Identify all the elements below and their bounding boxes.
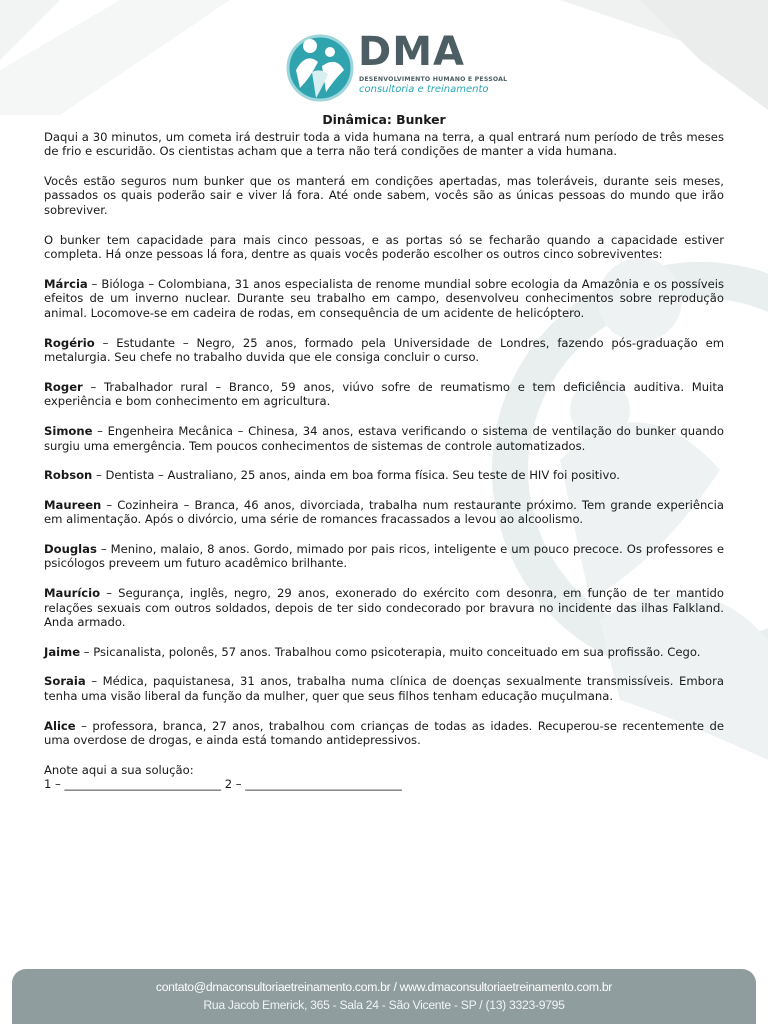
person-entry	[44, 424, 724, 453]
person-description: – Bióloga – Colombiana, 31 anos especialista de renome mundial sobre ecologia da Amazônia e os possíveis efeitos de um inverno nuclear. Durante seu trabalho em campo, desenvolveu conhecimentos sobre reprodução animal. Locomove-se em cadeira de rodas, em consequência de um acidente de helicóptero.	[44, 276, 724, 320]
person-name: Márcia	[44, 276, 88, 291]
footer-address: Rua Jacob Emerick, 365 - Sala 24 - São Vicente - SP / (13) 3323-9795	[203, 998, 565, 1012]
dma-people-circle-icon	[286, 26, 356, 110]
intro-paragraph: Vocês estão seguros num bunker que os manterá em condições apertadas, mas toleráveis, durante seis meses, passados os quais poderão sair e viver lá fora. Até onde sabem, vocês são as únicas pessoas do mundo que irão sobreviver.	[44, 173, 724, 217]
person-description: – Médica, paquistanesa, 31 anos, trabalha numa clínica de doenças sexualmente transmissíveis. Embora tenha uma visão liberal da função da mulher, quer que seus filhos tenham educação muçulmana.	[44, 674, 724, 704]
person-description: – Menino, malaio, 8 anos. Gordo, mimado por pais ricos, inteligente e um pouco precoce. Os professores e psicólogos preveem um futuro acadêmico brilhante.	[44, 541, 724, 571]
person-entry	[44, 645, 724, 660]
footer-contact: contato@dmaconsultoriaetreinamento.com.br / www.dmaconsultoriaetreinamento.com.br	[155, 980, 613, 994]
person-description: – Dentista – Australiano, 25 anos, ainda em boa forma física. Seu teste de HIV foi positivo.	[92, 468, 620, 483]
logo-tagline-bottom: consultoria e treinamento	[359, 84, 489, 95]
person-entry	[44, 277, 724, 321]
person-name: Soraia	[44, 674, 86, 689]
company-logo	[286, 26, 508, 110]
person-name: Simone	[44, 423, 93, 438]
logo-tagline-top: DESENVOLVIMENTO HUMANO E PESSOAL	[359, 76, 508, 83]
person-entry	[44, 380, 724, 409]
intro-paragraph: O bunker tem capacidade para mais cinco pessoas, e as portas só se fecharão quando a capacidade estiver completa. Há onze pessoas lá fora, dentre as quais vocês poderão escolher os outros cinco sobreviventes:	[44, 232, 724, 262]
person-entry	[44, 719, 724, 748]
intro-paragraph: Daqui a 30 minutos, um cometa irá destruir toda a vida humana na terra, a qual entrará num período de três meses de frio e escuridão. Os cientistas acham que a terra não terá condições de manter a vida humana.	[44, 129, 724, 159]
person-name: Robson	[44, 468, 93, 483]
person-name: Douglas	[44, 541, 97, 556]
person-entry	[44, 468, 724, 483]
footer-bar	[12, 969, 756, 1024]
document-title: Dinâmica: Bunker	[322, 112, 446, 127]
person-description: – Segurança, inglês, negro, 29 anos, exonerado do exército com desonra, em função de ter mantido relações sexuais com outros soldados, depois de ter sido condecorado por bravura no incidente das ilhas Falkland. Anda armado.	[44, 586, 724, 630]
person-entry	[44, 498, 724, 527]
person-entry	[44, 336, 724, 365]
answer-blank-line: 1 – ___________________________ 2 – ___________________________	[44, 777, 402, 792]
person-description: – Trabalhador rural – Branco, 59 anos, viúvo sofre de reumatismo e tem deficiência auditiva. Muita experiência e bom conhecimento em agricultura.	[44, 379, 724, 409]
person-name: Maurício	[44, 586, 101, 601]
person-description: – Engenheira Mecânica – Chinesa, 34 anos, estava verificando o sistema de ventilação do bunker quando surgiu uma emergência. Tem poucos conhecimentos de sistemas de controle automatizados.	[44, 423, 724, 453]
person-entry	[44, 542, 724, 571]
answer-label: Anote aqui a sua solução:	[44, 762, 194, 777]
person-name: Roger	[44, 379, 83, 394]
person-description: – Psicanalista, polonês, 57 anos. Trabalhou como psicoterapia, muito conceituado em sua profissão. Cego.	[80, 644, 701, 659]
document-body	[44, 113, 724, 792]
logo-wordmark: DMA	[358, 29, 465, 75]
person-name: Alice	[44, 718, 76, 733]
person-description: – Cozinheira – Branca, 46 anos, divorciada, trabalha num restaurante próximo. Tem grande experiência em alimentação. Após o divórcio, uma série de romances fracassados a levou ao alcoolismo.	[44, 497, 724, 527]
header	[0, 0, 768, 115]
person-description: – Estudante – Negro, 25 anos, formado pela Universidade de Londres, fazendo pós-graduação em metalurgia. Seu chefe no trabalho duvida que ele consiga concluir o curso.	[44, 335, 724, 365]
person-name: Maureen	[44, 497, 102, 512]
person-entry	[44, 586, 724, 630]
person-description: – professora, branca, 27 anos, trabalhou com crianças de todas as idades. Recuperou-se recentemente de uma overdose de drogas, e ainda está tomando antidepressivos.	[44, 718, 724, 748]
person-name: Rogério	[44, 335, 95, 350]
person-entry	[44, 674, 724, 703]
person-name: Jaime	[44, 644, 81, 659]
